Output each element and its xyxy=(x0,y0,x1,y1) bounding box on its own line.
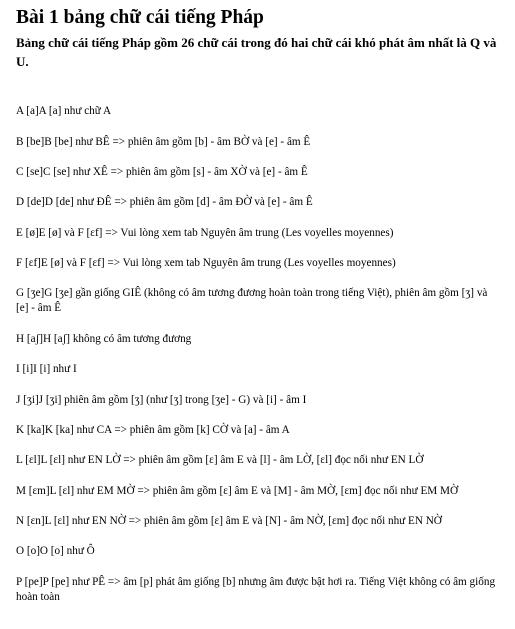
letter-entry-p: P [pe]P [pe] như PÊ => âm [p] phát âm giống [b] nhưng âm được bật hơi ra. Tiếng Việt không có âm giống hoàn toàn xyxy=(16,576,496,603)
letter-entry-o: O [o]O [o] như Ô xyxy=(16,545,95,557)
letter-entry-c: C [se]C [se] như XÊ => phiên âm gồm [s] - âm XỜ và [e] - âm Ê xyxy=(16,166,308,178)
letter-entry-e: E [ø]E [ø] và F [ɛf] => Vui lòng xem tab Nguyên âm trung (Les voyelles moyennes) xyxy=(16,227,394,239)
page-subtitle: Bảng chữ cái tiếng Pháp gồm 26 chữ cái trong đó hai chữ cái khó phát âm nhất là Q và U. xyxy=(16,35,497,69)
letter-entry-m: M [ɛm]L [ɛl] như EM MỜ => phiên âm gồm [ɛ] âm E và [M] - âm MỜ, [ɛm] đọc nối như EM MỜ xyxy=(16,485,459,497)
letter-entry-n: N [ɛn]L [ɛl] như EN NỜ => phiên âm gồm [ɛ] âm E và [N] - âm NỜ, [ɛm] đọc nối như EN NỜ xyxy=(16,515,442,527)
letter-entry-a: A [a]A [a] như chữ A xyxy=(16,105,112,117)
letter-entry-f: F [ɛf]E [ø] và F [ɛf] => Vui lòng xem tab Nguyên âm trung (Les voyelles moyennes) xyxy=(16,257,396,269)
letter-entry-k: K [ka]K [ka] như CA => phiên âm gồm [k] CỜ và [a] - âm A xyxy=(16,424,290,436)
page-title: Bài 1 bảng chữ cái tiếng Pháp xyxy=(16,7,264,28)
letter-entry-h: H [aʃ]H [aʃ] không có âm tương đương xyxy=(16,333,192,345)
letter-entry-g: G [ʒe]G [ʒe] gần giống GIÊ (không có âm tương đương hoàn toàn trong tiếng Việt), phiên âm gồm [ʒ] và [e] - âm Ê xyxy=(16,287,488,314)
letter-entry-j: J [ʒi]J [ʒi] phiên âm gồm [ʒ] (như [ʒ] trong [ʒe] - G) và [i] - âm I xyxy=(16,394,307,406)
letter-entry-d: D [de]D [de] như ĐÊ => phiên âm gồm [d] - âm ĐỜ và [e] - âm Ê xyxy=(16,196,313,208)
letter-entry-b: B [be]B [be] như BÊ => phiên âm gồm [b] - âm BỜ và [e] - âm Ê xyxy=(16,136,311,148)
letter-entry-i: I [i]I [i] như I xyxy=(16,363,77,375)
letter-entry-l: L [ɛl]L [ɛl] như EN LỜ => phiên âm gồm [ɛ] âm E và [l] - âm LỜ, [ɛl] đọc nối như EN LỜ xyxy=(16,454,424,466)
